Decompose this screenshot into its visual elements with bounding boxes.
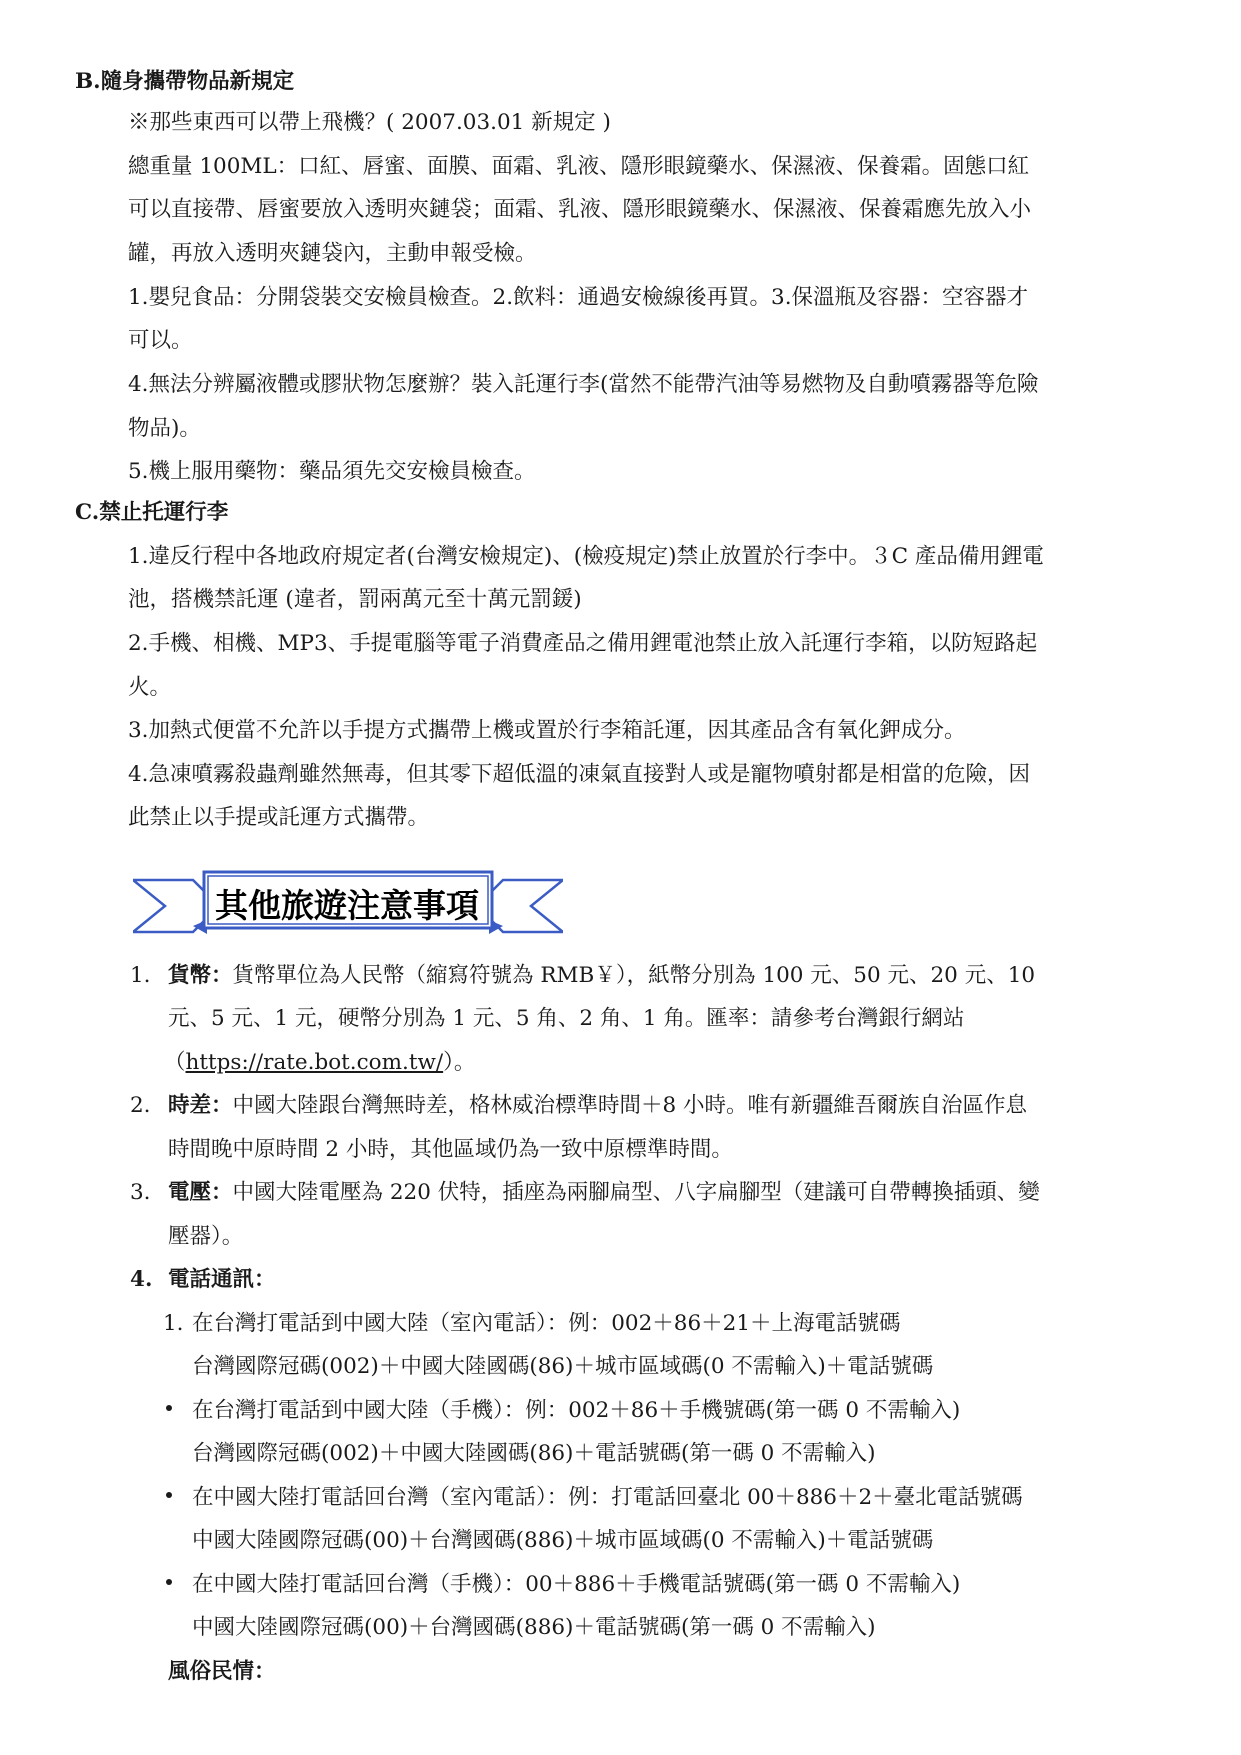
banner-title: 其他旅遊注意事項 — [215, 885, 479, 925]
bullet-icon — [166, 1579, 172, 1585]
paren-open: （ — [164, 1050, 186, 1075]
section-b-line: 5.機上服用藥物：藥品須先交安檢員檢查。 — [128, 459, 536, 484]
section-c-line: 火。 — [128, 675, 172, 700]
voltage-term: 電壓： — [168, 1180, 233, 1205]
phone-subitem-line: 中國大陸國際冠碼(00)＋台灣國碼(886)＋城市區域碼(0 不需輸入)＋電話號碼 — [192, 1528, 934, 1553]
voltage-text-line2: 壓器）。 — [168, 1224, 244, 1249]
section-b-line: ※那些東西可以帶上飛機？( 2007.03.01 新規定 ) — [128, 110, 611, 135]
list-number: 3. — [130, 1180, 151, 1205]
section-c-line: 此禁止以手提或託運方式攜帶。 — [128, 805, 430, 830]
phone-term: 電話通訊： — [168, 1267, 276, 1292]
section-b-line: 1.嬰兒食品：分開袋裝交安檢員檢查。2.飲料：通過安檢線後再買。3.保溫瓶及容器：空容器才 — [128, 285, 1029, 310]
currency-text-line2: 元、5 元、1 元，硬幣分別為 1 元、5 角、2 角、1 角。匯率：請參考台灣銀行網站 — [168, 1006, 965, 1031]
time-text-line2: 時間晚中原時間 2 小時，其他區域仍為一致中原標準時間。 — [168, 1137, 733, 1162]
currency-text-line3 — [164, 1052, 475, 1074]
customs-term: 風俗民情： — [168, 1659, 276, 1684]
currency-item — [168, 965, 1035, 987]
phone-subitem-line: 在中國大陸打電話回台灣（室內電話）：例：打電話回臺北 00＋886＋2＋臺北電話號碼 — [192, 1485, 1023, 1510]
currency-text: 貨幣單位為人民幣（縮寫符號為 RMB￥），紙幣分別為 100 元、50 元、20 元、10 — [232, 963, 1036, 988]
section-b-heading: B.隨身攜帶物品新規定 — [75, 69, 295, 94]
list-number: 1. — [130, 963, 151, 988]
phone-subitem-line: 台灣國際冠碼(002)＋中國大陸國碼(86)＋城市區域碼(0 不需輸入)＋電話號碼 — [192, 1354, 934, 1379]
time-text: 中國大陸跟台灣無時差，格林威治標準時間＋8 小時。唯有新疆維吾爾族自治區作息 — [232, 1093, 1028, 1118]
section-b-line: 4.無法分辨屬液體或膠狀物怎麼辦？裝入託運行李(當然不能帶汽油等易燃物及自動噴霧器等危險 — [128, 372, 1039, 397]
phone-subitem-line: 在台灣打電話到中國大陸（室內電話）：例：002＋86＋21＋上海電話號碼 — [192, 1311, 901, 1336]
time-term: 時差： — [168, 1093, 233, 1118]
section-b-line: 物品)。 — [128, 416, 201, 441]
bank-rate-link[interactable]: https://rate.bot.com.tw/ — [185, 1050, 444, 1075]
voltage-item — [168, 1182, 1040, 1204]
section-c-line: 4.急凍噴霧殺蟲劑雖然無毒，但其零下超低溫的凍氣直接對人或是寵物噴射都是相當的危險，因 — [128, 762, 1031, 787]
phone-subitem-line: 在台灣打電話到中國大陸（手機）：例：002＋86＋手機號碼(第一碼 0 不需輸入) — [192, 1398, 961, 1423]
list-number: 4. — [130, 1267, 153, 1292]
section-b-line: 可以。 — [128, 328, 193, 353]
section-b-line: 總重量 100ML：口紅、唇蜜、面膜、面霜、乳液、隱形眼鏡藥水、保濕液、保養霜。固態口紅 — [128, 154, 1030, 179]
phone-subitem-line: 中國大陸國際冠碼(00)＋台灣國碼(886)＋電話號碼(第一碼 0 不需輸入) — [192, 1615, 876, 1640]
section-c-heading: C.禁止托運行李 — [75, 500, 229, 525]
bullet-icon — [166, 1492, 172, 1498]
section-c-line: 1.違反行程中各地政府規定者(台灣安檢規定)、(檢疫規定)禁止放置於行李中。３C 產品備用鋰電 — [128, 544, 1044, 569]
list-number: 2. — [130, 1093, 151, 1118]
section-c-line: 池，搭機禁託運 (違者，罰兩萬元至十萬元罰鍰) — [128, 587, 582, 612]
phone-subitem-line: 在中國大陸打電話回台灣（手機）：00＋886＋手機電話號碼(第一碼 0 不需輸入) — [192, 1572, 961, 1597]
currency-term: 貨幣： — [168, 963, 233, 988]
section-c-line: 2.手機、相機、MP3、手提電腦等電子消費產品之備用鋰電池禁止放入託運行李箱，以防短路起 — [128, 631, 1038, 656]
section-c-line: 3.加熱式便當不允許以手提方式攜帶上機或置於行李箱託運，因其產品含有氧化鉀成分。 — [128, 718, 966, 743]
sublist-number: 1. — [163, 1311, 184, 1336]
paren-close: ）。 — [443, 1050, 476, 1075]
section-b-line: 可以直接帶、唇蜜要放入透明夾鏈袋；面霜、乳液、隱形眼鏡藥水、保濕液、保養霜應先放入小 — [128, 197, 1032, 222]
phone-subitem-line: 台灣國際冠碼(002)＋中國大陸國碼(86)＋電話號碼(第一碼 0 不需輸入) — [192, 1441, 876, 1466]
time-item — [168, 1095, 1027, 1117]
section-b-line: 罐，再放入透明夾鏈袋內，主動申報受檢。 — [128, 241, 537, 266]
bullet-icon — [166, 1405, 172, 1411]
voltage-text: 中國大陸電壓為 220 伏特，插座為兩腳扁型、八字扁腳型（建議可自帶轉換插頭、變 — [232, 1180, 1040, 1205]
